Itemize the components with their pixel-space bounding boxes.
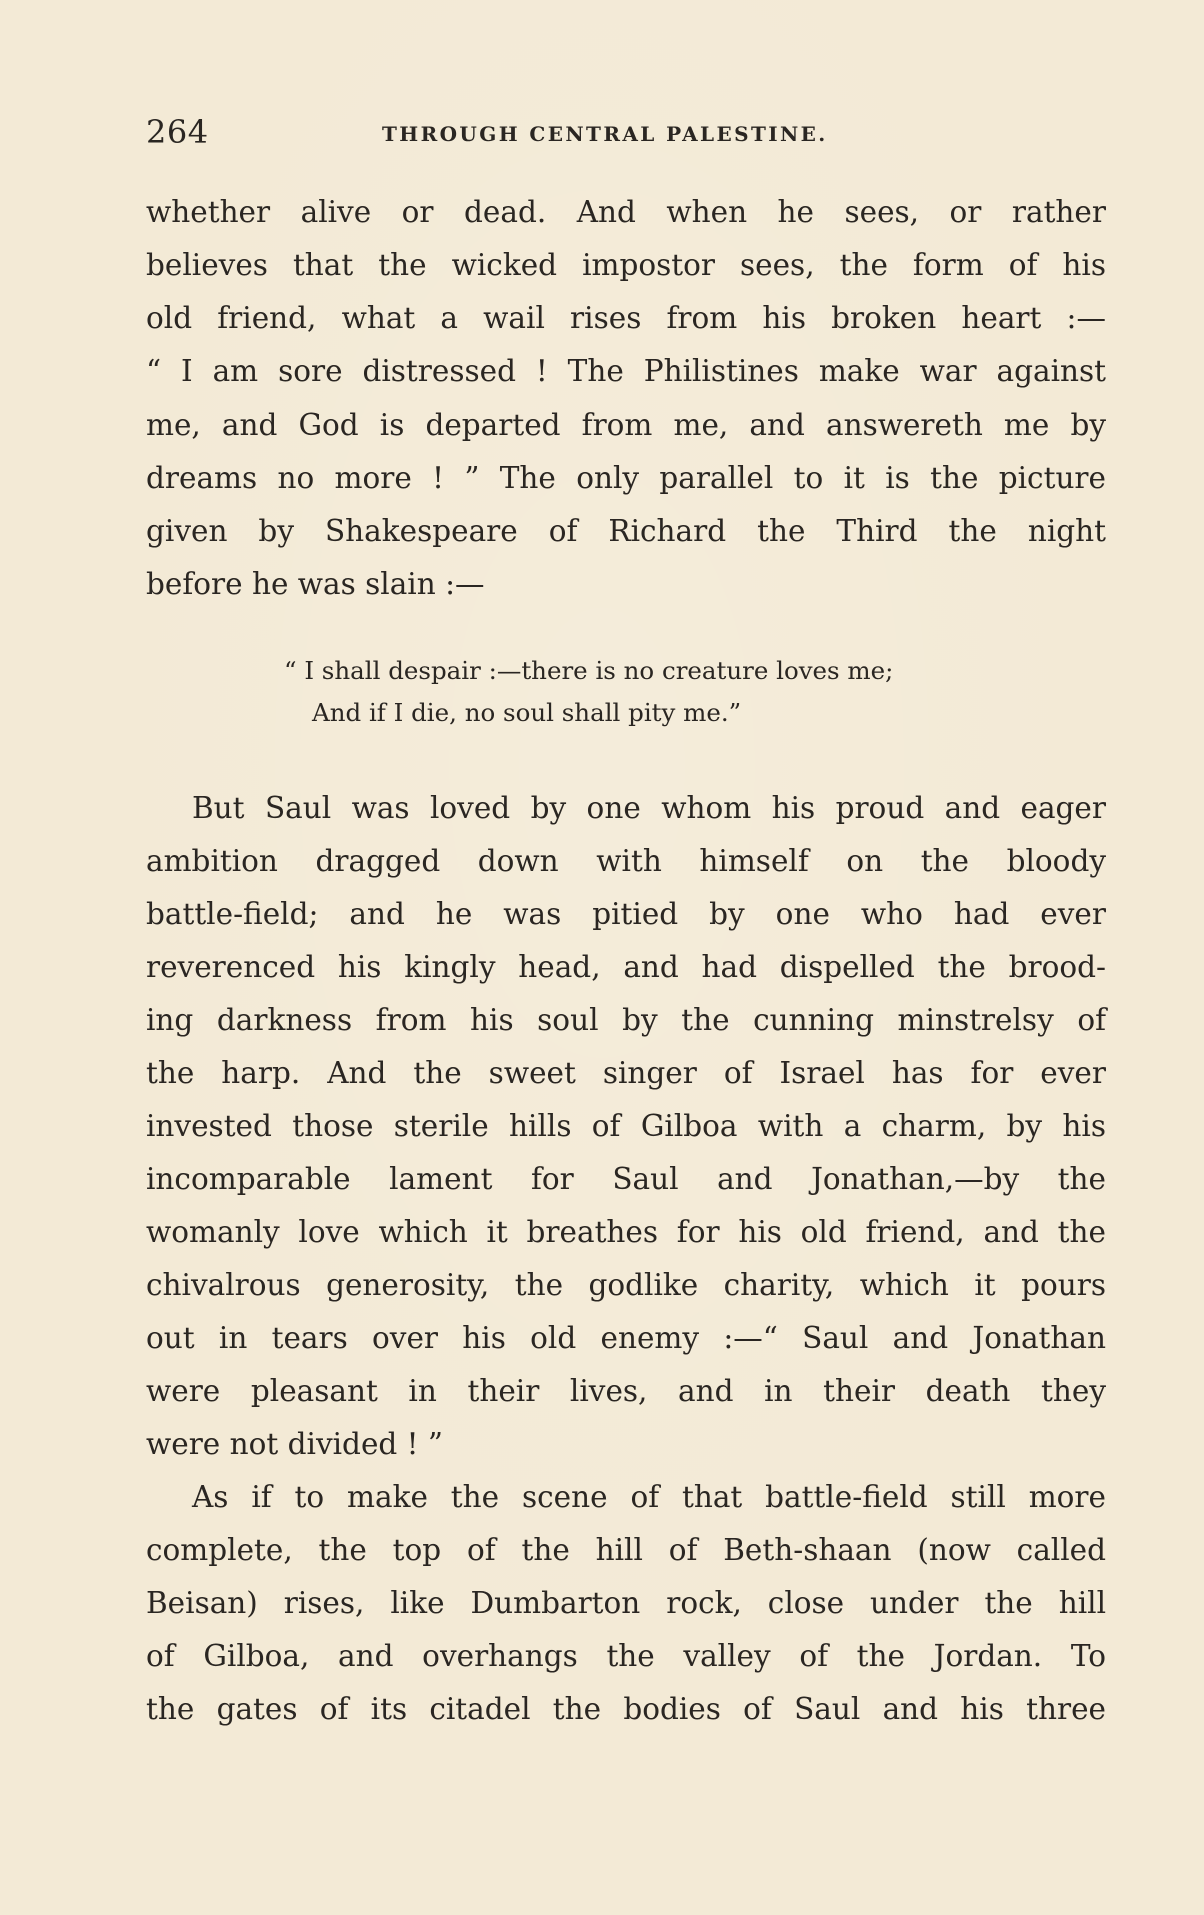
text-line: Beisan) rises, like Dumbarton rock, close under the hill [146, 1586, 1106, 1620]
text-line: old friend, what a wail rises from his broken heart :— [146, 301, 1106, 335]
text-line: before he was slain :— [146, 567, 485, 601]
text-line: battle-field; and he was pitied by one who had ever [146, 897, 1106, 931]
text-line: the gates of its citadel the bodies of Saul and his three [146, 1692, 1106, 1726]
text-line: But Saul was loved by one whom his proud and eager [192, 791, 1106, 825]
running-head: THROUGH CENTRAL PALESTINE. [382, 122, 828, 146]
text-line: me, and God is departed from me, and answereth me by [146, 408, 1106, 442]
text-line: out in tears over his old enemy :—“ Saul and Jonathan [146, 1321, 1106, 1355]
quote-line: “ I shall despair :—there is no creature loves me; [284, 656, 894, 685]
text-line: believes that the wicked impostor sees, the form of his [146, 248, 1106, 282]
text-line: womanly love which it breathes for his old friend, and the [146, 1215, 1106, 1249]
text-line: reverenced his kingly head, and had dispelled the brood- [146, 950, 1106, 984]
text-line: of Gilboa, and overhangs the valley of the Jordan. To [146, 1639, 1106, 1673]
text-line: were pleasant in their lives, and in their death they [146, 1374, 1106, 1408]
text-line: incomparable lament for Saul and Jonathan,—by the [146, 1162, 1106, 1196]
text-line: “ I am sore distressed ! The Philistines make war against [146, 354, 1106, 388]
text-line: chivalrous generosity, the godlike charity, which it pours [146, 1268, 1106, 1302]
quote-line: And if I die, no soul shall pity me.” [312, 698, 742, 727]
text-line: given by Shakespeare of Richard the Third the night [146, 514, 1106, 548]
text-line: ambition dragged down with himself on the bloody [146, 844, 1106, 878]
text-line: ing darkness from his soul by the cunning minstrelsy of [146, 1003, 1106, 1037]
text-line: whether alive or dead. And when he sees, or rather [146, 195, 1106, 229]
text-line: complete, the top of the hill of Beth-shaan (now called [146, 1533, 1106, 1567]
page-number: 264 [146, 113, 209, 151]
text-line: the harp. And the sweet singer of Israel has for ever [146, 1056, 1106, 1090]
text-line: As if to make the scene of that battle-field still more [192, 1480, 1106, 1514]
text-line: were not divided ! ” [146, 1427, 443, 1461]
page-header [146, 113, 1106, 153]
text-line: dreams no more ! ” The only parallel to it is the picture [146, 461, 1106, 495]
text-line: invested those sterile hills of Gilboa with a charm, by his [146, 1109, 1106, 1143]
